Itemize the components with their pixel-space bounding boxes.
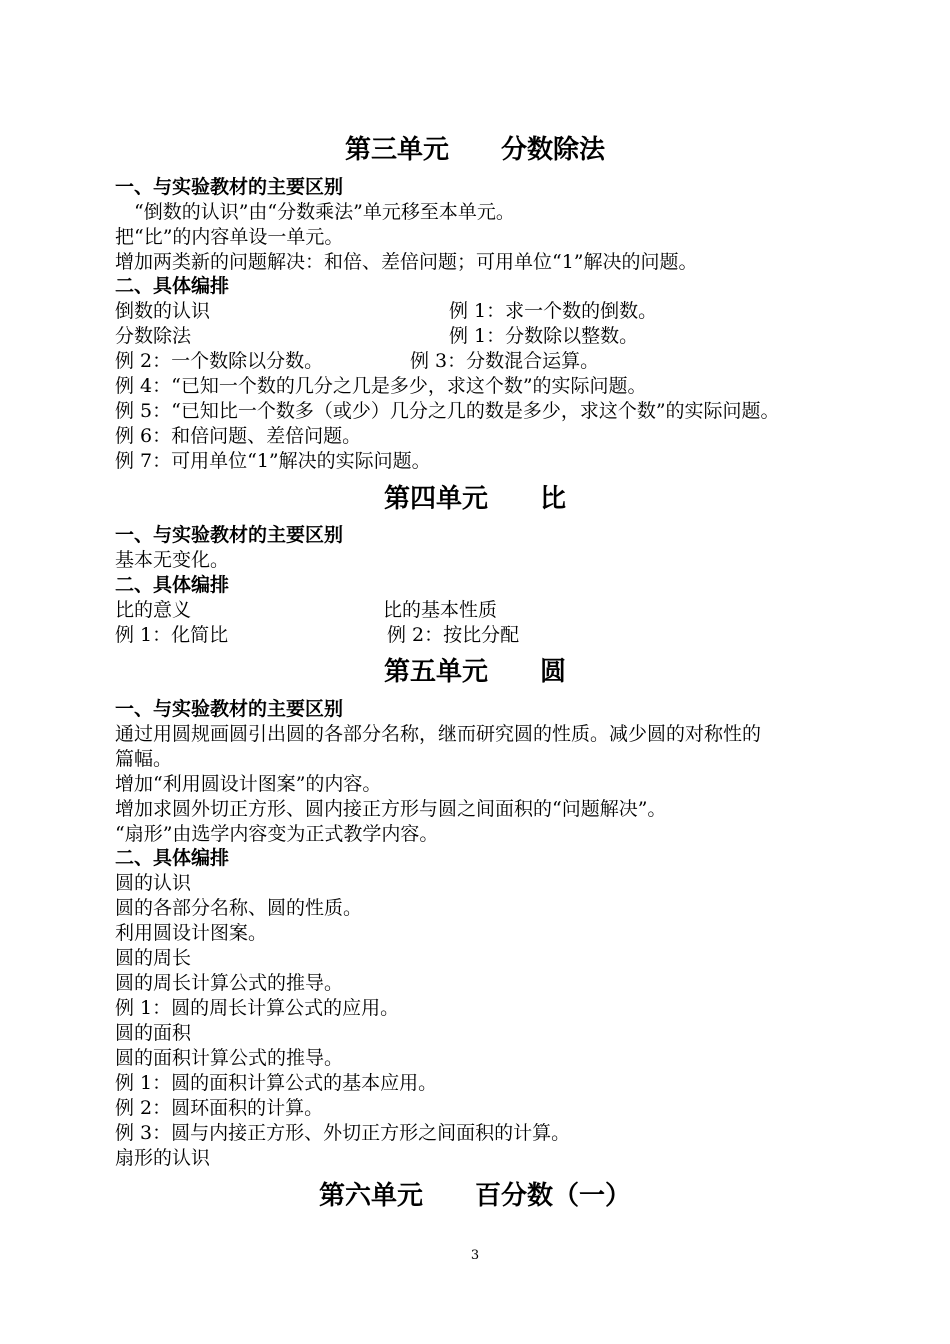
page-number: 3	[470, 1248, 480, 1263]
unit4-row2-right: 例 2：按比分配	[387, 624, 520, 646]
unit5-s1-line-3: 增加“利用圆设计图案”的内容。	[115, 773, 382, 795]
unit3-title: 第三单元 分数除法	[344, 135, 605, 165]
unit5-s1-line-1: 通过用圆规画圆引出圆的各部分名称，继而研究圆的性质。减少圆的对称性的	[115, 723, 762, 745]
unit5-s2-line-3: 利用圆设计图案。	[115, 922, 268, 944]
unit4-row2-left: 例 1：化简比	[115, 624, 229, 646]
unit4-s1-line: 基本无变化。	[115, 549, 230, 571]
unit5-s1-line-2: 篇幅。	[115, 748, 173, 770]
unit5-s2-line-6: 例 1：圆的周长计算公式的应用。	[115, 997, 400, 1019]
unit3-s1-line-3: 增加两类新的问题解决：和倍、差倍问题；可用单位“1”解决的问题。	[115, 251, 698, 273]
unit5-section1-heading: 一、与实验教材的主要区别	[115, 698, 344, 720]
unit4-section1-heading: 一、与实验教材的主要区别	[115, 524, 344, 546]
unit5-s2-line-2: 圆的各部分名称、圆的性质。	[115, 897, 363, 919]
unit5-s2-line-7: 圆的面积	[115, 1022, 192, 1044]
unit3-line-ex4: 例 4：“已知一个数的几分之几是多少，求这个数”的实际问题。	[115, 375, 647, 397]
unit5-section2-heading: 二、具体编排	[115, 847, 230, 869]
unit3-row3-right: 例 3：分数混合运算。	[410, 350, 600, 372]
unit3-section2-heading: 二、具体编排	[115, 275, 230, 297]
unit3-line-ex6: 例 6：和倍问题、差倍问题。	[115, 425, 362, 447]
unit5-title: 第五单元 圆	[383, 657, 566, 687]
unit5-s1-line-4: 增加求圆外切正方形、圆内接正方形与圆之间面积的“问题解决”。	[115, 798, 667, 820]
unit4-row1-right: 比的基本性质	[383, 599, 498, 621]
unit5-s2-line-5: 圆的周长计算公式的推导。	[115, 972, 344, 994]
unit3-section1-heading: 一、与实验教材的主要区别	[115, 176, 344, 198]
unit5-s2-line-12: 扇形的认识	[115, 1147, 211, 1169]
unit5-s2-line-1: 圆的认识	[115, 872, 192, 894]
unit4-section2-heading: 二、具体编排	[115, 574, 230, 596]
unit6-title: 第六单元 百分数（一）	[318, 1181, 631, 1211]
unit4-title: 第四单元 比	[383, 484, 566, 514]
unit3-line-ex5: 例 5：“已知比一个数多（或少）几分之几的数是多少，求这个数”的实际问题。	[115, 400, 780, 422]
unit5-s2-line-9: 例 1：圆的面积计算公式的基本应用。	[115, 1072, 438, 1094]
unit3-row1-left: 倒数的认识	[115, 300, 211, 322]
unit5-s2-line-10: 例 2：圆环面积的计算。	[115, 1097, 324, 1119]
unit5-s1-line-5: “扇形”由选学内容变为正式教学内容。	[115, 823, 439, 845]
unit3-line-ex7: 例 7：可用单位“1”解决的实际问题。	[115, 450, 431, 472]
unit3-row2-left: 分数除法	[115, 325, 192, 347]
unit3-row3-left: 例 2：一个数除以分数。	[115, 350, 324, 372]
unit3-row2-right: 例 1：分数除以整数。	[449, 325, 639, 347]
unit5-s2-line-8: 圆的面积计算公式的推导。	[115, 1047, 344, 1069]
unit5-s2-line-4: 圆的周长	[115, 947, 192, 969]
unit3-row1-right: 例 1：求一个数的倒数。	[449, 300, 658, 322]
unit3-s1-line-1: “倒数的认识”由“分数乘法”单元移至本单元。	[115, 201, 515, 223]
unit3-s1-line-2: 把“比”的内容单设一单元。	[115, 226, 344, 248]
unit5-s2-line-11: 例 3：圆与内接正方形、外切正方形之间面积的计算。	[115, 1122, 571, 1144]
unit4-row1-left: 比的意义	[115, 599, 192, 621]
